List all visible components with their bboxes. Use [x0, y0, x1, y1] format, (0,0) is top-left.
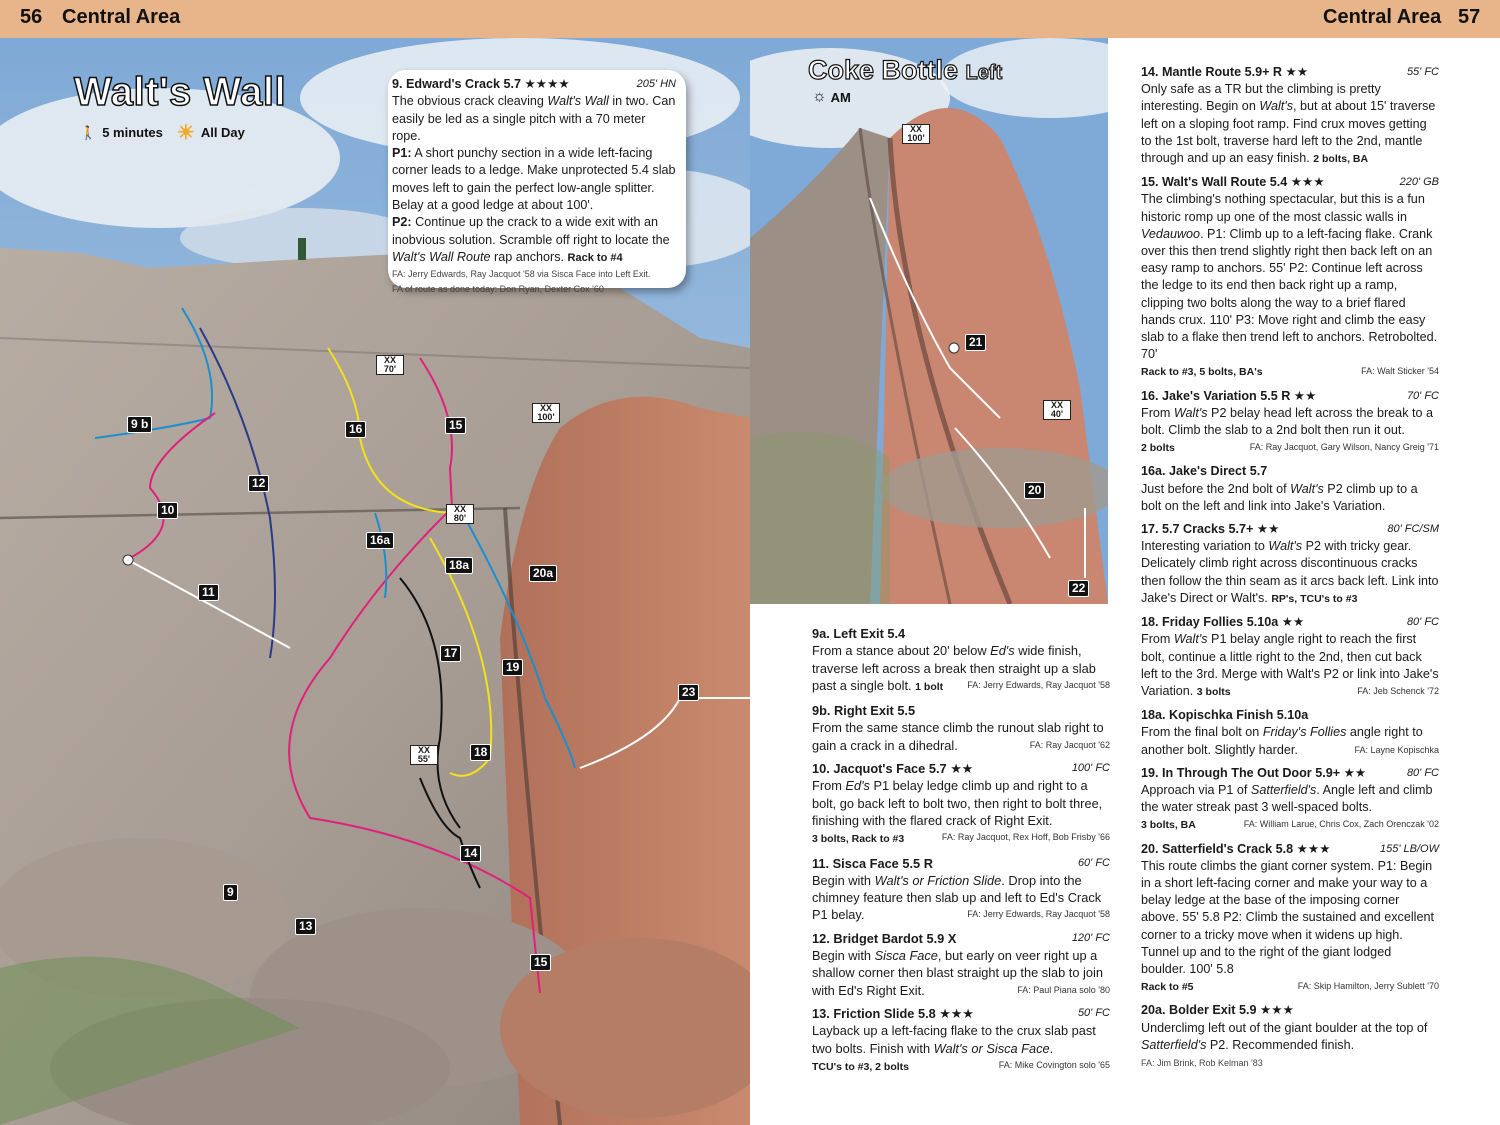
anchor-marker: XX 100' [532, 403, 560, 423]
route-label: 21 [965, 334, 986, 351]
quality-rating-icon: ★★★★ [524, 77, 570, 91]
route-label: 11 [198, 584, 219, 601]
route-entry: 16. Jake's Variation 5.5 R ★★ 70' FC From Walt's P2 belay head left across the break to a bolt. Climb the slab to a 2nd bolt then run it out. 2 bolts FA: Ray Jacquot, Gary Wilson, Nancy Greig '71 [1141, 388, 1439, 455]
walts-wall-info [80, 120, 245, 145]
route-entry: 17. 5.7 Cracks 5.7+ ★★ 80' FC/SM Interesting variation to Walt's P2 with tricky gear. Delicately climb right across discontinuous cracks then follow the thin seam as it arcs back left. Link into Jake's Direct or Walt's. RP's, TCU's to #3 [1141, 522, 1439, 605]
edwards-crack-callout [388, 70, 686, 295]
route-label: 14 [460, 845, 481, 862]
coke-bottle-photo [750, 38, 1108, 604]
route-label: 16 [345, 421, 366, 438]
callout-title: 9. Edward's Crack 5.7 [392, 77, 521, 91]
left-section-title: Central Area [62, 6, 181, 28]
route-label: 12 [248, 475, 269, 492]
route-label: 15 [530, 954, 551, 971]
callout-p1: P1: A short punchy section in a wide left-facing corner leads to a ledge. Make unprotected 5.4 slab moves left to gain the perfect low-angle splitter. Belay at a good ledge at about 100'. [392, 146, 676, 213]
route-entry: 16a. Jake's Direct 5.7 Just before the 2nd bolt of Walt's P2 climb up to a bolt on the left and link into Jake's Variation. [1141, 464, 1418, 513]
anchor-marker: XX 70' [376, 355, 404, 375]
sun-icon: ☀ [176, 122, 195, 144]
callout-fa-2: FA of route as done today: Don Ryan, Dexter Cox '60 [392, 284, 604, 295]
route-label: 13 [295, 918, 316, 935]
anchor-marker: XX 55' [410, 745, 438, 765]
route-entry: 9b. Right Exit 5.5 From the same stance climb the runout slab right to gain a crack in a dihedral. FA: Ray Jacquot '62 [812, 703, 1110, 753]
route-label: 17 [440, 645, 461, 662]
callout-fa-1: FA: Jerry Edwards, Ray Jacquot '58 via Sisca Face into Left Exit. [392, 269, 651, 280]
callout-length: 205' HN [636, 78, 676, 90]
route-label: 10 [157, 502, 178, 519]
callout-body: The obvious crack cleaving Walt's Wall in two. Can easily be led as a single pitch with a 70 meter rope. [392, 94, 676, 143]
right-page-number: 57 [1458, 6, 1481, 28]
right-section-title: Central Area [1323, 6, 1442, 28]
route-label: 9 [223, 884, 238, 901]
route-label: 18 [470, 744, 491, 761]
hiker-icon: 🚶 [80, 124, 97, 140]
route-label: 23 [678, 684, 699, 701]
route-label: 9 b [127, 416, 152, 433]
left-page-number: 56 [20, 6, 43, 28]
callout-p2: P2: Continue up the crack to a wide exit with an inobvious solution. Scramble off right to locate the Walt's Wall Route rap anchors. Rack to #4 [392, 215, 670, 264]
route-label: 18a [445, 557, 473, 574]
route-entry: 10. Jacquot's Face 5.7 ★★ 100' FC From Ed's P1 belay ledge climb up and right to a bolt, go back left to bolt two, then right to bolt three, finishing with the flared crack of Right Exit. 3 bolts, Rack to #3 FA: Ray Jacquot, Rex Hoff, Bob Frisby '66 [812, 761, 1110, 846]
sun-outline-icon: ☼ [812, 88, 827, 105]
route-label: 16a [366, 532, 394, 549]
anchor-marker: XX 40' [1043, 400, 1071, 420]
header-band [0, 0, 1500, 38]
route-label: 20a [529, 565, 557, 582]
route-label: 20 [1024, 482, 1045, 499]
approach-time: 5 minutes [102, 125, 163, 140]
route-entry: 18. Friday Follies 5.10a ★★ 80' FC From Walt's P1 belay angle right to reach the first bolt, continue a little right to the 2nd, then cut back left to the 3rd. Merge with Walt's P2 or link into Jake's Variation. 3 bolts FA: Jeb Schenck '72 [1141, 615, 1439, 698]
coke-bottle-illustration [750, 38, 1108, 604]
middle-route-column [812, 625, 1110, 1082]
route-entry: 11. Sisca Face 5.5 R 60' FC Begin with Walt's or Friction Slide. Drop into the chimney feature then slab up and left to Ed's Crack P1 belay. FA: Jerry Edwards, Ray Jacquot '58 [812, 855, 1110, 923]
route-entry: 18a. Kopischka Finish 5.10a From the final bolt on Friday's Follies angle right to another bolt. Slightly harder. FA: Layne Kopischka [1141, 708, 1439, 757]
sun-exposure: All Day [200, 125, 245, 140]
route-entry: 20. Satterfield's Crack 5.8 ★★★ 155' LB/OW This route climbs the giant corner system. P1: Begin in a short left-facing corner and make your way to a belay ledge at the base of the imposing corner above. 55' 5.8 P2: Climb the sustained and excellent corner to a tricky move when it widens up high. Tunnel up and to the right of the giant lodged boulder. 100' 5.8 Rack to #5 FA: Skip Hamilton, Jerry Sublett '70 [1141, 841, 1439, 994]
coke-bottle-title: Coke Bottle Left [808, 55, 1003, 85]
walts-wall-title: Walt's Wall [74, 70, 287, 114]
right-route-column [1141, 64, 1439, 1077]
route-entry: 14. Mantle Route 5.9+ R ★★ 55' FC Only safe as a TR but the climbing is pretty interesting. Begin on Walt's, but at about 15' traverse left on a sloping foot ramp. Find crux moves getting to the 1st bolt, traverse hard left to the 2nd, mantle through and up an easy finish. 2 bolts, BA [1141, 65, 1439, 166]
route-entry: 15. Walt's Wall Route 5.4 ★★★ 220' GB The climbing's nothing spectacular, but this is a fun historic romp up one of the most classic walls in Vedauwoo. P1: Climb up to a left-facing flake. Crank over this then trend slightly right then back left on an easy ramp to anchors. 55' P2: Continue left across the ledge to its end then back right up a ramp, clipping two bolts along the way to a brief flared hands crux. 110' P3: Move right and climb the easy slab to a flake then trend left to anchors. Retrobolted. 70' Rack to #3, 5 bolts, BA's FA: Walt Sticker '54 [1141, 175, 1439, 379]
anchor-marker: XX 100' [902, 124, 930, 144]
anchor-marker: XX 80' [446, 504, 474, 524]
route-entry: 19. In Through The Out Door 5.9+ ★★ 80' FC Approach via P1 of Satterfield's. Angle left and climb the water streak past 3 well-spaced bolts. 3 bolts, BA FA: William Larue, Chris Cox, Zach Orenczak '02 [1141, 765, 1439, 832]
route-entry: 12. Bridget Bardot 5.9 X 120' FC Begin with Sisca Face, but early on veer right up a shallow corner then blast straight up the slab to join with Ed's Right Exit. FA: Paul Piana solo '80 [812, 930, 1110, 998]
route-entry: 9a. Left Exit 5.4 From a stance about 20' below Ed's wide finish, traverse left across a break then straight up a slab past a single bolt. 1 bolt FA: Jerry Edwards, Ray Jacquot '58 [812, 626, 1110, 693]
route-entry: 20a. Bolder Exit 5.9 ★★★ Underclimg left out of the giant boulder at the top of Satterfield's P2. Recommended finish. FA: Jim Brink, Rob Kelman '83 [1141, 1003, 1428, 1068]
route-entry: 13. Friction Slide 5.8 ★★★ 50' FC Layback up a left-facing flake to the crux slab past two bolts. Finish with Walt's or Sisca Face. TCU's to #3, 2 bolts FA: Mike Covington solo '65 [812, 1005, 1110, 1073]
route-label: 19 [502, 659, 523, 676]
route-label: 22 [1068, 580, 1089, 597]
coke-bottle-sun: ☼ AM [812, 88, 851, 105]
route-label: 15 [445, 417, 466, 434]
